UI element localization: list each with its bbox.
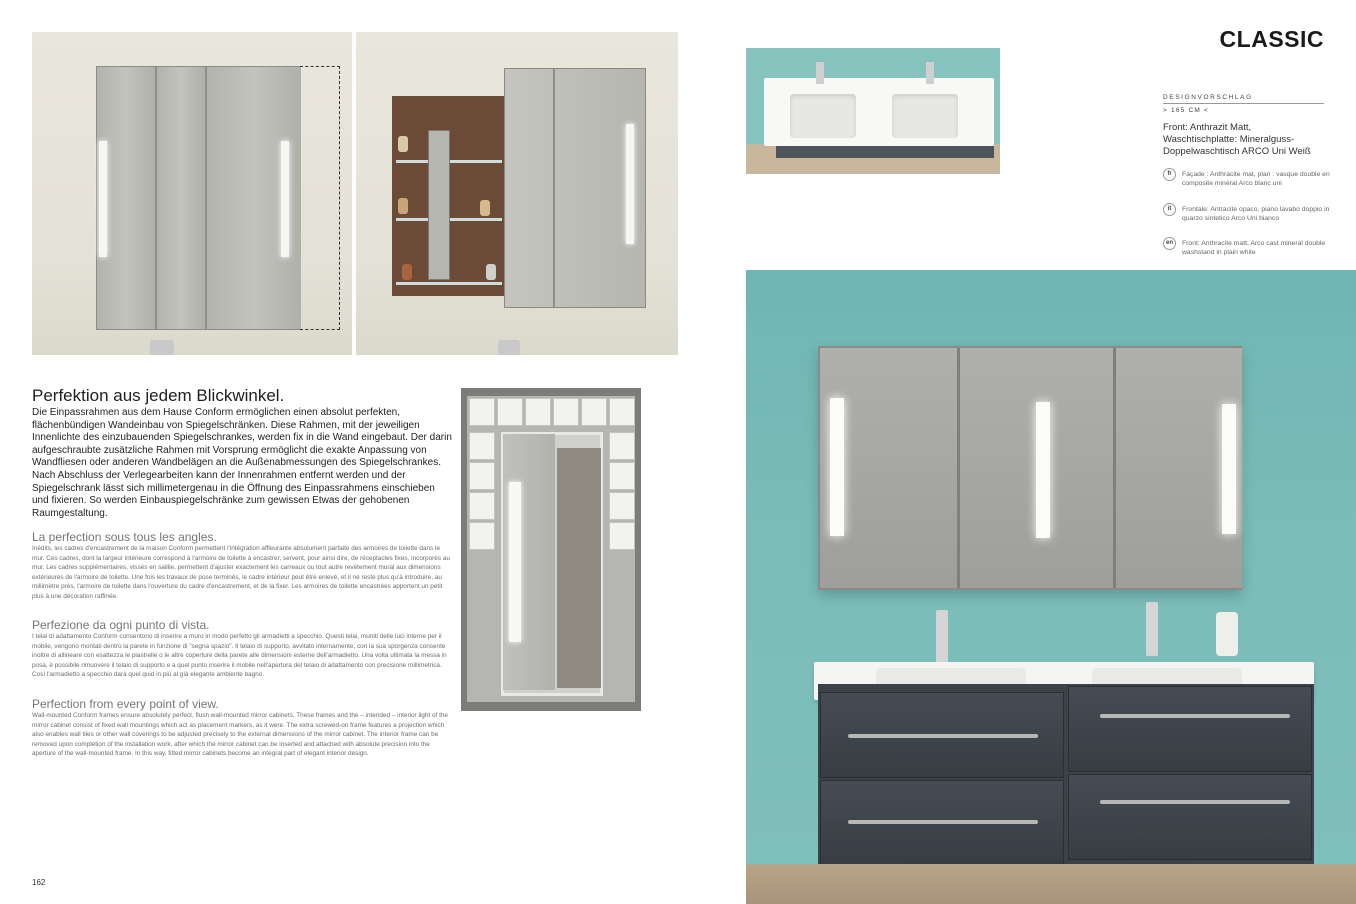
design-description-de: Front: Anthrazit Matt, Waschtischplatte: Mineralguss-Doppelwaschtisch ARCO Uni Weiß [1163, 122, 1311, 158]
led-light-strip [509, 482, 521, 642]
drawer [1068, 774, 1312, 860]
bottle [398, 136, 408, 152]
floor [746, 864, 1356, 904]
design-suggestion-label: DESIGNVORSCHLAG [1163, 94, 1253, 101]
sink-basin [790, 94, 856, 138]
lang-badge: it [1163, 203, 1176, 216]
faucet [498, 340, 520, 355]
led-light-strip [99, 141, 107, 257]
article-body-de: Die Einpassrahmen aus dem Hause Conform ermöglichen einen absolut perfekten, flächenbündigen Wandeinbau von Spiegelschränken. Diese Rahmen, mit der jeweiligen Innenlichte des einzubauenden Spiegelschrankes, werden fix in die Wand eingebaut. Der darin aufgeschraubte zusätzliche Rahmen mit Vorsprung ermöglicht die exakte Anpassung von Wandfliesen oder anderen Wandbelägen an die Außenabmessungen des Spiegelschrankes. Nach Abschluss der Verlegearbeiten kann der Innenrahmen entfernt werden und der Spiegelschrank lässt sich millimetergenau in die Öffnung des Einpassrahmens einschieben und fixieren. So werden Einbauspiegelschränke zum gewissen Etwas der gehobenen Raumgestaltung. [32, 407, 452, 519]
open-cabinet-door [428, 130, 450, 280]
heading-fr: La perfection sous tous les angles. [32, 530, 217, 544]
photo-bathroom-scene [746, 270, 1356, 904]
faucet [926, 62, 934, 84]
photo-installation-frame [461, 388, 641, 711]
glass-shelf [396, 282, 502, 285]
bottle [402, 264, 412, 280]
drawer [1068, 686, 1312, 772]
soap-dispenser [1216, 612, 1238, 656]
bottle [480, 200, 490, 216]
photo-open-mirror-cabinet [356, 32, 678, 355]
photo-closed-mirror-cabinet [32, 32, 352, 355]
heading-en: Perfection from every point of view. [32, 697, 219, 711]
faucet [936, 610, 948, 664]
led-light-strip [281, 141, 289, 257]
translation-text: Frontale: Antracite opaco, piano lavabo doppio in quarzo sintetico Arco Uni bianco [1182, 206, 1330, 222]
faucet [150, 340, 174, 355]
photo-double-washstand [746, 48, 1000, 174]
drawer-handle [848, 820, 1038, 824]
lang-badge: en [1163, 237, 1176, 250]
drawer-handle [848, 734, 1038, 738]
design-size: > 165 CM < [1163, 107, 1209, 114]
bottle [398, 198, 408, 214]
wall-niche [557, 448, 601, 688]
led-light-strip [626, 124, 634, 244]
translation-text: Front: Anthracite matt, Arco cast mineral double washstand in plain white [1182, 240, 1326, 256]
divider [1163, 103, 1324, 104]
faucet [816, 62, 824, 84]
cabinet-door [157, 67, 207, 329]
translation-text: Façade : Anthracite mat, plan : vasque double en composite minéral Arco blanc uni [1182, 171, 1330, 187]
led-light-strip [1222, 404, 1236, 534]
drawer-handle [1100, 800, 1290, 804]
body-en: Wall-mounted Conform frames ensure absolutely perfect, flush wall-mounted mirror cabinets. These frames and the – intended – interior light of the mirror cabinet consist of fixed wall mountings which act as placement markers, as it were. The extra screwed-on frame features a projection which also enables wall tiles or other wall coverings to be adjusted precisely to the external dimensions of the mirror cabinet. The interior frame can be removed upon completion of the installation work, after which the mirror cabinet can be inserted and attached with absolute precision into the aperture of the wall-mounted frame. In this way, fitted mirror cabinets become an integral part of elegant interior design. [32, 712, 448, 758]
vanity-unit [776, 146, 994, 158]
collection-title: CLASSIC [1219, 26, 1324, 52]
led-light-strip [1036, 402, 1050, 538]
bottle [486, 264, 496, 280]
mirror-cabinet [96, 66, 300, 330]
article-headline: Perfektion aus jedem Blickwinkel. [32, 386, 285, 405]
body-it: I telai di adattamento Conform consentono di inserire a muro in modo perfetto gli armadietti a specchio. Questi telai, muniti delle luci interne per il mobile, vengono montati dentro la parete in funzione di "segna spazio". Il telaio di supporto, avvitato internamente, con la sua sporgenza consente inoltre di allineare con esattezza le piastrelle o le altre coperture della parete alle dimensioni esterne dell'armadietto. Una volta ultimata la messa in posa, è possibile rimuovere il telaio di supporto e a quel punto inserire il mobile nell'apertura del telaio di adattamento con precisione millimetrica. Così l'armadietto a specchio darà quel quid in più al già elegante ambiente bagno. [32, 633, 447, 679]
lang-badge: fr [1163, 168, 1176, 181]
faucet [1146, 602, 1158, 656]
led-light-strip [830, 398, 844, 536]
cabinet-doors-right [504, 68, 646, 308]
drawer-handle [1100, 714, 1290, 718]
body-fr: Inédits, les cadres d'encastrement de la maison Conform permettent l'intégration affleurante absolument parfaite des armoires de toilette dans le mur. Ces cadres, dont la largeur intérieure correspond à l'armoire de toilette à encastrer, servent, pour ainsi dire, de réceptacles fixes, incorporés au mur. Les cadres supplémentaires, vissés en saillie, permettent d'ajuster exactement les carreaux ou tout autre revêtement mural aux dimensions extérieures de l'armoire de toilette. Une fois les travaux de pose terminés, le cadre intérieur peut être enlevé, et il ne reste plus qu'à introduire, au millimètre près, l'armoire de toilette dans l'ouverture du cadre d'encastrement, et de la fixer. Les armoires de toilette encastrées apportent un petit plus à une décoration raffinée. [32, 545, 450, 600]
page-number: 162 [32, 878, 46, 887]
heading-it: Perfezione da ogni punto di vista. [32, 618, 210, 632]
vanity-unit [818, 684, 1314, 868]
installation-frame-outline [300, 66, 340, 330]
sink-basin [892, 94, 958, 138]
mirror-cabinet [818, 346, 1242, 590]
